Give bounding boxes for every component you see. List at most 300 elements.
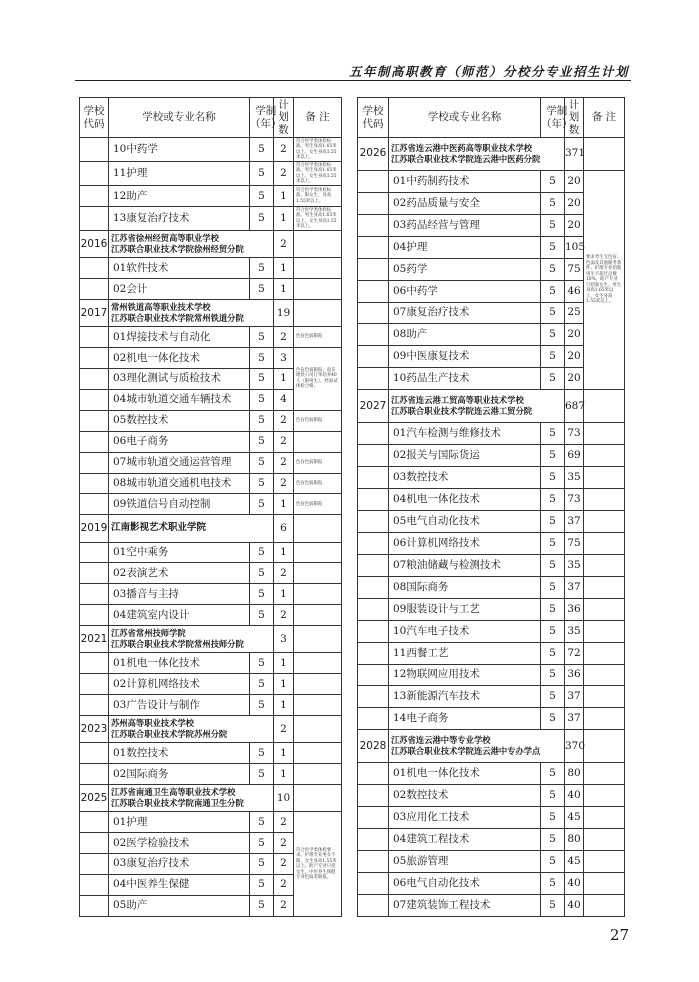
col-header-name: 学校或专业名称 [389, 98, 541, 138]
major-years: 5 [541, 894, 565, 916]
school-count: 10 [274, 785, 294, 812]
note-cell [584, 894, 625, 916]
major-count: 1 [274, 207, 294, 231]
major-name: 02药品质量与安全 [389, 192, 541, 214]
major-count: 40 [565, 872, 584, 894]
major-name: 01空中乘务 [109, 542, 250, 563]
major-name: 11护理 [109, 162, 250, 186]
major-years: 5 [541, 236, 565, 258]
major-name: 01软件技术 [109, 258, 250, 279]
note-cell [294, 231, 342, 258]
code-cell-empty [80, 186, 109, 207]
major-name: 02会计 [109, 279, 250, 300]
major-years: 5 [541, 785, 565, 807]
major-count: 45 [565, 807, 584, 829]
major-count: 2 [274, 605, 294, 626]
note-cell: 符合医学类体检要求。护理专业男女不限，女生身高1.55米以上。助产专业只招女生。中医养生保健专业色弱者限报。 [294, 812, 342, 917]
note-cell [584, 510, 625, 532]
note-cell [584, 829, 625, 851]
major-count: 1 [274, 764, 294, 785]
code-cell-empty [80, 743, 109, 764]
major-row [80, 563, 342, 584]
code-cell-empty [358, 192, 389, 214]
major-count: 1 [274, 494, 294, 515]
code-cell-empty [80, 833, 109, 854]
school-name-line: 江苏联合职业技术学院连云港工贸分院 [391, 406, 533, 417]
major-name: 03应用化工技术 [389, 807, 541, 829]
major-years: 5 [541, 170, 565, 192]
major-name: 10药品生产技术 [389, 368, 541, 390]
major-name: 11西餐工艺 [389, 642, 541, 664]
major-name: 01汽车检测与维修技术 [389, 423, 541, 445]
school-code: 2026 [358, 138, 389, 171]
major-years: 5 [541, 423, 565, 445]
major-count: 2 [274, 895, 294, 916]
major-years: 5 [250, 584, 274, 605]
major-years: 5 [541, 280, 565, 302]
school-name-line: 苏州高等职业技术学校 [111, 717, 194, 728]
code-cell-empty [358, 467, 389, 489]
school-name-line: 江苏省常州技师学院 [111, 628, 186, 639]
major-name: 04建筑室内设计 [109, 605, 250, 626]
code-cell-empty [358, 785, 389, 807]
school-count: 6 [274, 515, 294, 542]
school-row [358, 730, 625, 763]
school-name [389, 138, 565, 171]
major-years: 5 [541, 445, 565, 467]
note-cell: 符合医学类体检标准。男生身高1.65米以上，女生身高1.55米以上。 [294, 162, 342, 186]
note-cell [584, 730, 625, 763]
major-count: 36 [565, 664, 584, 686]
major-row [358, 642, 625, 664]
table-header-row [358, 98, 625, 138]
major-years: 5 [541, 302, 565, 324]
code-cell-empty [358, 368, 389, 390]
note-cell [294, 258, 342, 279]
major-count: 1 [274, 369, 294, 390]
code-cell-empty [80, 653, 109, 674]
note-cell [294, 695, 342, 716]
note-cell: 要求考生无色盲、色弱及其他眼考条件。护理专业招收男生不超过总数10%，助产专业只招收女生。男生身高1.65米以上，女生身高1.55米以上。 [584, 170, 625, 389]
left-plan-table [79, 97, 342, 917]
school-code: 2028 [358, 730, 389, 763]
major-years: 5 [250, 743, 274, 764]
major-row [80, 186, 342, 207]
major-years: 5 [250, 389, 274, 410]
major-name: 05数控技术 [109, 410, 250, 431]
note-cell [294, 279, 342, 300]
major-years: 5 [541, 708, 565, 730]
major-count: 20 [565, 324, 584, 346]
major-years: 5 [541, 829, 565, 851]
major-row [80, 584, 342, 605]
note-cell [584, 785, 625, 807]
note-cell [294, 515, 342, 542]
major-count: 20 [565, 346, 584, 368]
school-name-line: 江苏省南通卫生高等职业技术学校 [111, 786, 236, 797]
school-name-line: 江苏联合职业技术学院常州技师分院 [111, 639, 244, 650]
major-row [80, 473, 342, 494]
code-cell-empty [358, 850, 389, 872]
major-name: 04中医养生保健 [109, 874, 250, 895]
school-name-line: 江苏联合职业技术学院连云港中专办学点 [391, 746, 541, 757]
major-count: 73 [565, 489, 584, 511]
major-name: 04城市轨道交通车辆技术 [109, 389, 250, 410]
note-cell [584, 554, 625, 576]
major-years: 5 [541, 598, 565, 620]
code-cell-empty [80, 431, 109, 452]
school-row [80, 231, 342, 258]
note-cell: 符合医学类体检标准。男生身高1.65米以上，女生身高1.55米以上。 [294, 207, 342, 231]
major-years: 5 [250, 279, 274, 300]
school-name [109, 300, 274, 327]
note-cell: 色盲色弱限报 [294, 494, 342, 515]
major-row [358, 686, 625, 708]
note-cell: 色盲色弱限报；南京地铁公司订单培养40人（限男生），经面试体检合格。 [294, 348, 342, 411]
major-row [80, 452, 342, 473]
note-cell [294, 542, 342, 563]
major-name: 13新能源汽车技术 [389, 686, 541, 708]
major-years: 5 [541, 664, 565, 686]
major-row [80, 279, 342, 300]
major-years: 5 [250, 833, 274, 854]
major-row [358, 554, 625, 576]
school-name-line: 江苏省徐州经贸高等职业学校 [111, 232, 219, 243]
note-cell [584, 138, 625, 171]
major-years: 5 [541, 872, 565, 894]
col-header-count: 计划数 [274, 98, 294, 138]
major-row [358, 620, 625, 642]
code-cell-empty [80, 494, 109, 515]
major-row [358, 576, 625, 598]
major-count: 20 [565, 192, 584, 214]
col-header-note: 备 注 [294, 98, 342, 138]
note-cell [584, 872, 625, 894]
code-cell-empty [80, 874, 109, 895]
major-count: 2 [274, 138, 294, 162]
major-years: 5 [541, 554, 565, 576]
major-row [80, 410, 342, 431]
major-count: 2 [274, 563, 294, 584]
school-name-line: 江苏省连云港中医药高等职业技术学校 [391, 142, 533, 153]
code-cell-empty [80, 584, 109, 605]
note-cell [584, 467, 625, 489]
col-header-count: 计划数 [565, 98, 584, 138]
note-cell: 色盲色弱限报 [294, 327, 342, 348]
major-row [358, 850, 625, 872]
major-name: 02计算机网络技术 [109, 674, 250, 695]
major-count: 3 [274, 348, 294, 369]
school-row [80, 515, 342, 542]
school-code: 2023 [80, 716, 109, 743]
major-count: 1 [274, 542, 294, 563]
major-years: 5 [250, 186, 274, 207]
school-name-line: 江苏联合职业技术学院徐州经贸分院 [111, 244, 244, 255]
major-row [358, 445, 625, 467]
header-rule [75, 80, 631, 81]
major-years: 5 [250, 452, 274, 473]
school-count: 2 [274, 231, 294, 258]
major-years: 5 [541, 642, 565, 664]
major-count: 2 [274, 327, 294, 348]
code-cell-empty [358, 532, 389, 554]
major-count: 2 [274, 854, 294, 875]
code-cell-empty [358, 302, 389, 324]
note-cell [294, 653, 342, 674]
major-name: 06电气自动化技术 [389, 872, 541, 894]
major-name: 04护理 [389, 236, 541, 258]
note-cell: 色盲色弱限报 [294, 473, 342, 494]
major-name: 08城市轨道交通机电技术 [109, 473, 250, 494]
school-row [80, 785, 342, 812]
school-name [389, 730, 565, 763]
major-years: 5 [250, 162, 274, 186]
major-name: 03广告设计与制作 [109, 695, 250, 716]
major-name: 07粮油储藏与检测技术 [389, 554, 541, 576]
school-code: 2025 [80, 785, 109, 812]
code-cell-empty [358, 829, 389, 851]
major-name: 07城市轨道交通运营管理 [109, 452, 250, 473]
major-count: 40 [565, 785, 584, 807]
school-name-line: 江苏省连云港工贸高等职业技术学校 [391, 395, 524, 406]
school-name [389, 390, 565, 423]
school-count: 370 [565, 730, 584, 763]
major-years: 5 [541, 532, 565, 554]
code-cell-empty [358, 324, 389, 346]
major-years: 5 [250, 369, 274, 390]
major-name: 13康复治疗技术 [109, 207, 250, 231]
school-name [109, 785, 274, 812]
major-row [80, 494, 342, 515]
note-cell [584, 576, 625, 598]
note-cell: 色盲色弱限报 [294, 410, 342, 431]
note-cell [294, 764, 342, 785]
school-name-line: 江南影视艺术职业学院 [111, 522, 207, 534]
major-years: 5 [250, 138, 274, 162]
major-count: 1 [274, 695, 294, 716]
note-cell [294, 605, 342, 626]
major-count: 2 [274, 410, 294, 431]
code-cell-empty [80, 542, 109, 563]
code-cell-empty [358, 445, 389, 467]
major-years: 5 [250, 695, 274, 716]
code-cell-empty [80, 895, 109, 916]
major-years: 5 [541, 192, 565, 214]
major-count: 80 [565, 763, 584, 785]
major-count: 1 [274, 674, 294, 695]
major-name: 02机电一体化技术 [109, 348, 250, 369]
major-row [80, 162, 342, 186]
major-row [358, 807, 625, 829]
major-row [358, 467, 625, 489]
code-cell-empty [358, 510, 389, 532]
major-years: 5 [541, 324, 565, 346]
note-cell [294, 716, 342, 743]
major-count: 20 [565, 368, 584, 390]
code-cell-empty [80, 812, 109, 833]
note-cell [584, 445, 625, 467]
major-years: 5 [250, 874, 274, 895]
major-name: 02医学检验技术 [109, 833, 250, 854]
major-years: 5 [541, 346, 565, 368]
major-years: 5 [250, 812, 274, 833]
school-code: 2017 [80, 300, 109, 327]
code-cell-empty [80, 695, 109, 716]
note-cell [294, 743, 342, 764]
code-cell-empty [80, 389, 109, 410]
note-cell: 符合医学类体检标准。男生身高1.65米以上，女生身高1.55米以上。 [294, 138, 342, 162]
major-name: 02报关与国际货运 [389, 445, 541, 467]
major-name: 02国际商务 [109, 764, 250, 785]
major-count: 73 [565, 423, 584, 445]
code-cell-empty [358, 664, 389, 686]
school-count: 2 [274, 716, 294, 743]
major-count: 2 [274, 431, 294, 452]
school-code: 2016 [80, 231, 109, 258]
major-row [358, 894, 625, 916]
major-name: 10汽车电子技术 [389, 620, 541, 642]
major-years: 5 [250, 653, 274, 674]
code-cell-empty [358, 763, 389, 785]
major-row [358, 708, 625, 730]
major-row [80, 653, 342, 674]
major-count: 1 [274, 186, 294, 207]
major-count: 2 [274, 874, 294, 895]
major-count: 1 [274, 584, 294, 605]
major-name: 05助产 [109, 895, 250, 916]
major-years: 5 [250, 854, 274, 875]
code-cell-empty [358, 708, 389, 730]
major-years: 5 [250, 674, 274, 695]
major-row [358, 489, 625, 511]
major-count: 35 [565, 620, 584, 642]
major-years: 5 [250, 258, 274, 279]
code-cell-empty [358, 576, 389, 598]
major-name: 04建筑工程技术 [389, 829, 541, 851]
major-count: 105 [565, 236, 584, 258]
major-count: 2 [274, 833, 294, 854]
school-name-line: 江苏省连云港中等专业学校 [391, 735, 491, 746]
code-cell-empty [358, 423, 389, 445]
major-name: 09服装设计与工艺 [389, 598, 541, 620]
school-row [80, 626, 342, 653]
major-years: 5 [541, 850, 565, 872]
major-count: 2 [274, 162, 294, 186]
school-row [358, 390, 625, 423]
table-header-row [80, 98, 342, 138]
major-years: 5 [250, 431, 274, 452]
major-name: 01中药制药技术 [389, 170, 541, 192]
major-name: 09铁道信号自动控制 [109, 494, 250, 515]
code-cell-empty [80, 764, 109, 785]
major-name: 12物联网应用技术 [389, 664, 541, 686]
major-row [358, 170, 625, 192]
note-cell [584, 850, 625, 872]
major-count: 37 [565, 708, 584, 730]
school-name-line: 江苏联合职业技术学院苏州分院 [111, 729, 228, 740]
major-name: 03播音与主持 [109, 584, 250, 605]
major-years: 5 [541, 686, 565, 708]
major-count: 72 [565, 642, 584, 664]
code-cell-empty [80, 207, 109, 231]
major-row [80, 207, 342, 231]
code-cell-empty [80, 138, 109, 162]
note-cell [584, 532, 625, 554]
major-count: 35 [565, 467, 584, 489]
major-count: 1 [274, 653, 294, 674]
school-code: 2027 [358, 390, 389, 423]
major-count: 75 [565, 532, 584, 554]
major-years: 5 [541, 620, 565, 642]
code-cell-empty [358, 807, 389, 829]
school-name-line: 江苏联合职业技术学院常州铁道分院 [111, 313, 244, 324]
major-row [80, 605, 342, 626]
major-count: 69 [565, 445, 584, 467]
major-years: 5 [541, 807, 565, 829]
note-cell [294, 563, 342, 584]
note-cell: 符合医学类体检标准。限女生，身高1.55米以上。 [294, 186, 342, 207]
major-years: 5 [250, 764, 274, 785]
major-row [80, 812, 342, 833]
code-cell-empty [80, 348, 109, 369]
major-row [358, 785, 625, 807]
major-row [80, 674, 342, 695]
major-count: 20 [565, 214, 584, 236]
major-years: 5 [250, 327, 274, 348]
major-name: 06计算机网络技术 [389, 532, 541, 554]
note-cell [294, 300, 342, 327]
code-cell-empty [358, 620, 389, 642]
major-count: 37 [565, 686, 584, 708]
code-cell-empty [358, 214, 389, 236]
major-years: 5 [541, 489, 565, 511]
major-years: 5 [541, 763, 565, 785]
major-name: 08国际商务 [389, 576, 541, 598]
major-count: 46 [565, 280, 584, 302]
major-years: 5 [250, 207, 274, 231]
major-years: 5 [250, 410, 274, 431]
note-cell [294, 626, 342, 653]
major-count: 2 [274, 812, 294, 833]
major-name: 01机电一体化技术 [389, 763, 541, 785]
code-cell-empty [80, 674, 109, 695]
col-header-code: 学校代码 [358, 98, 389, 138]
note-cell [584, 642, 625, 664]
major-years: 5 [250, 605, 274, 626]
major-years: 5 [541, 576, 565, 598]
col-header-years: 学制（年） [541, 98, 565, 138]
page-header-title: 五年制高职教育（师范）分校分专业招生计划 [348, 64, 629, 79]
major-count: 37 [565, 510, 584, 532]
major-years: 5 [250, 348, 274, 369]
school-row [80, 716, 342, 743]
note-cell [584, 686, 625, 708]
code-cell-empty [80, 162, 109, 186]
major-name: 06中药学 [389, 280, 541, 302]
code-cell-empty [80, 605, 109, 626]
major-count: 1 [274, 258, 294, 279]
major-name: 05电气自动化技术 [389, 510, 541, 532]
school-name [109, 515, 274, 542]
note-cell [294, 431, 342, 452]
code-cell-empty [80, 279, 109, 300]
major-name: 05旅游管理 [389, 850, 541, 872]
code-cell-empty [80, 854, 109, 875]
col-header-code: 学校代码 [80, 98, 109, 138]
major-row [80, 431, 342, 452]
major-row [358, 510, 625, 532]
code-cell-empty [80, 452, 109, 473]
